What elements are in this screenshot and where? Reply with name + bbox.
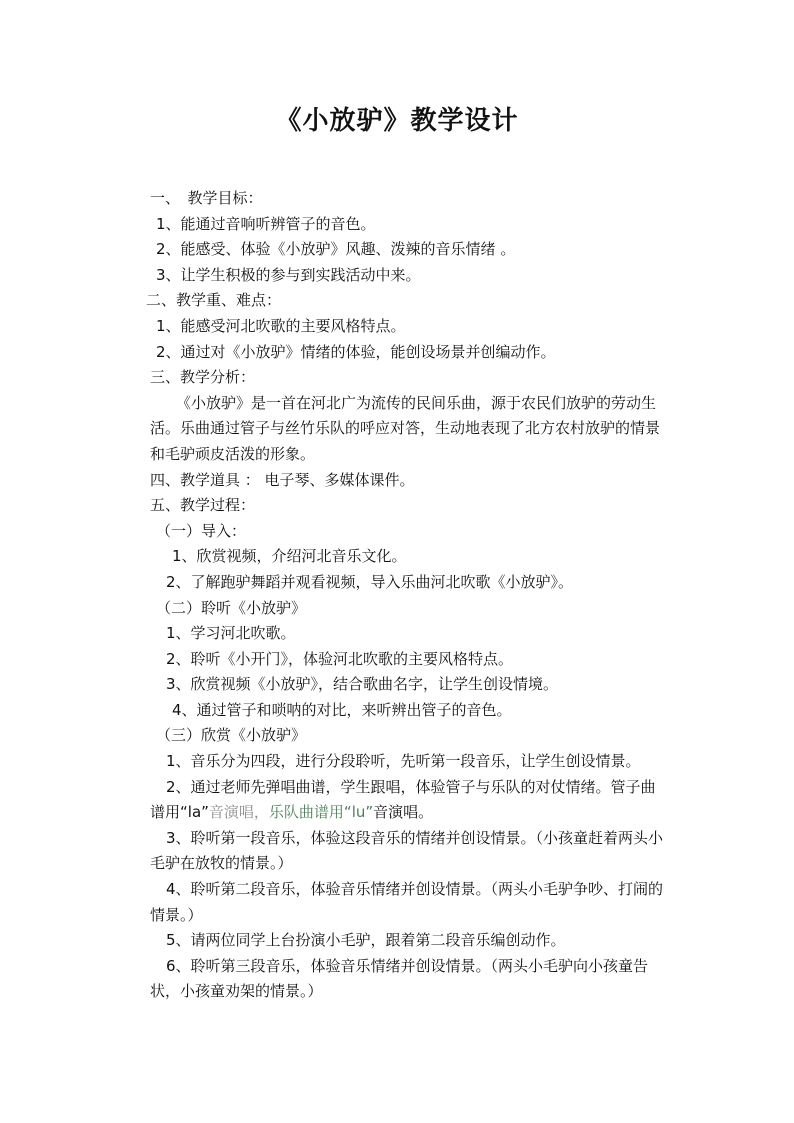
section-heading: 二、教学重、难点： [146,291,282,310]
list-item: 6、聆听第三段音乐，体验音乐情绪并创设情景。（两头小毛驴向小孩童告状，小孩童劝架的情景。） [150,956,649,1001]
list-item: 1、学习河北吹歌。 [166,624,296,643]
section-heading: 一、 教学目标： [150,189,263,207]
list-item [150,775,670,826]
list-item: 3、聆听第一段音乐，体验这段音乐的情绪并创设情景。（小孩童赶着两头小毛驴在放牧的情景。） [150,828,664,873]
list-item: 2、聆听《小开门》，体验河北吹歌的主要风格特点。 [166,649,514,668]
document-body [146,186,670,1005]
list-item: 1、能感受河北吹歌的主要风格特点。 [156,316,406,335]
list-item-text: 2、通过老师先弹唱曲谱，学生跟唱，体验管子与乐队的对仗情绪。管子曲谱用“la” [150,777,656,822]
section-heading: 五、教学过程： [150,496,256,515]
list-item: 2、通过对《小放驴》情绪的体验，能创设场景并创编动作。 [156,342,556,361]
list-item-text: 音演唱。 [373,803,434,822]
section-heading: 四、教学道具 ： 电子琴、多媒体课件。 [150,470,415,489]
subsection-heading: （三）欣赏《小放驴》 [156,726,307,745]
paragraph: 《小放驴》是一首在河北广为流传的民间乐曲，源于农民们放驴的劳动生活。乐曲通过管子与丝竹乐队的呼应对答，生动地表现了北方农村放驴的情景和毛驴顽皮活泼的形象。 [150,393,661,463]
subsection-heading: （一）导入： [156,521,247,540]
subsection-heading: （二）聆听《小放驴》 [156,598,307,617]
list-item: 4、通过管子和唢呐的对比，来听辨出管子的音色。 [172,700,512,719]
document-title: 《小放驴》教学设计 [275,106,519,136]
list-item: 1、音乐分为四段，进行分段聆听，先听第一段音乐，让学生创设情景。 [166,752,641,771]
list-item: 1、能通过音响听辨管子的音色。 [156,214,376,233]
list-item: 2、了解跑驴舞蹈并观看视频，导入乐曲河北吹歌《小放驴》。 [166,572,574,591]
list-item: 5、请两位同学上台扮演小毛驴，跟着第二段音乐编创动作。 [166,931,566,950]
list-item-text-gray: 音演唱， [208,803,269,822]
section-heading: 三、教学分析： [150,368,256,387]
list-item-text-green: 乐队曲谱用“lu” [268,803,374,822]
list-item: 3、欣赏视频《小放驴》，结合歌曲名字，让学生创设情境。 [166,675,559,694]
list-item: 4、聆听第二段音乐，体验音乐情绪并创设情景。（两头小毛驴争吵、打闹的情景。） [150,880,664,924]
list-item: 2、能感受、体验《小放驴》风趣、泼辣的音乐情绪 。 [156,240,516,259]
list-item: 1、欣赏视频，介绍河北音乐文化。 [172,547,407,566]
list-item: 3、让学生积极的参与到实践活动中来。 [156,265,421,284]
